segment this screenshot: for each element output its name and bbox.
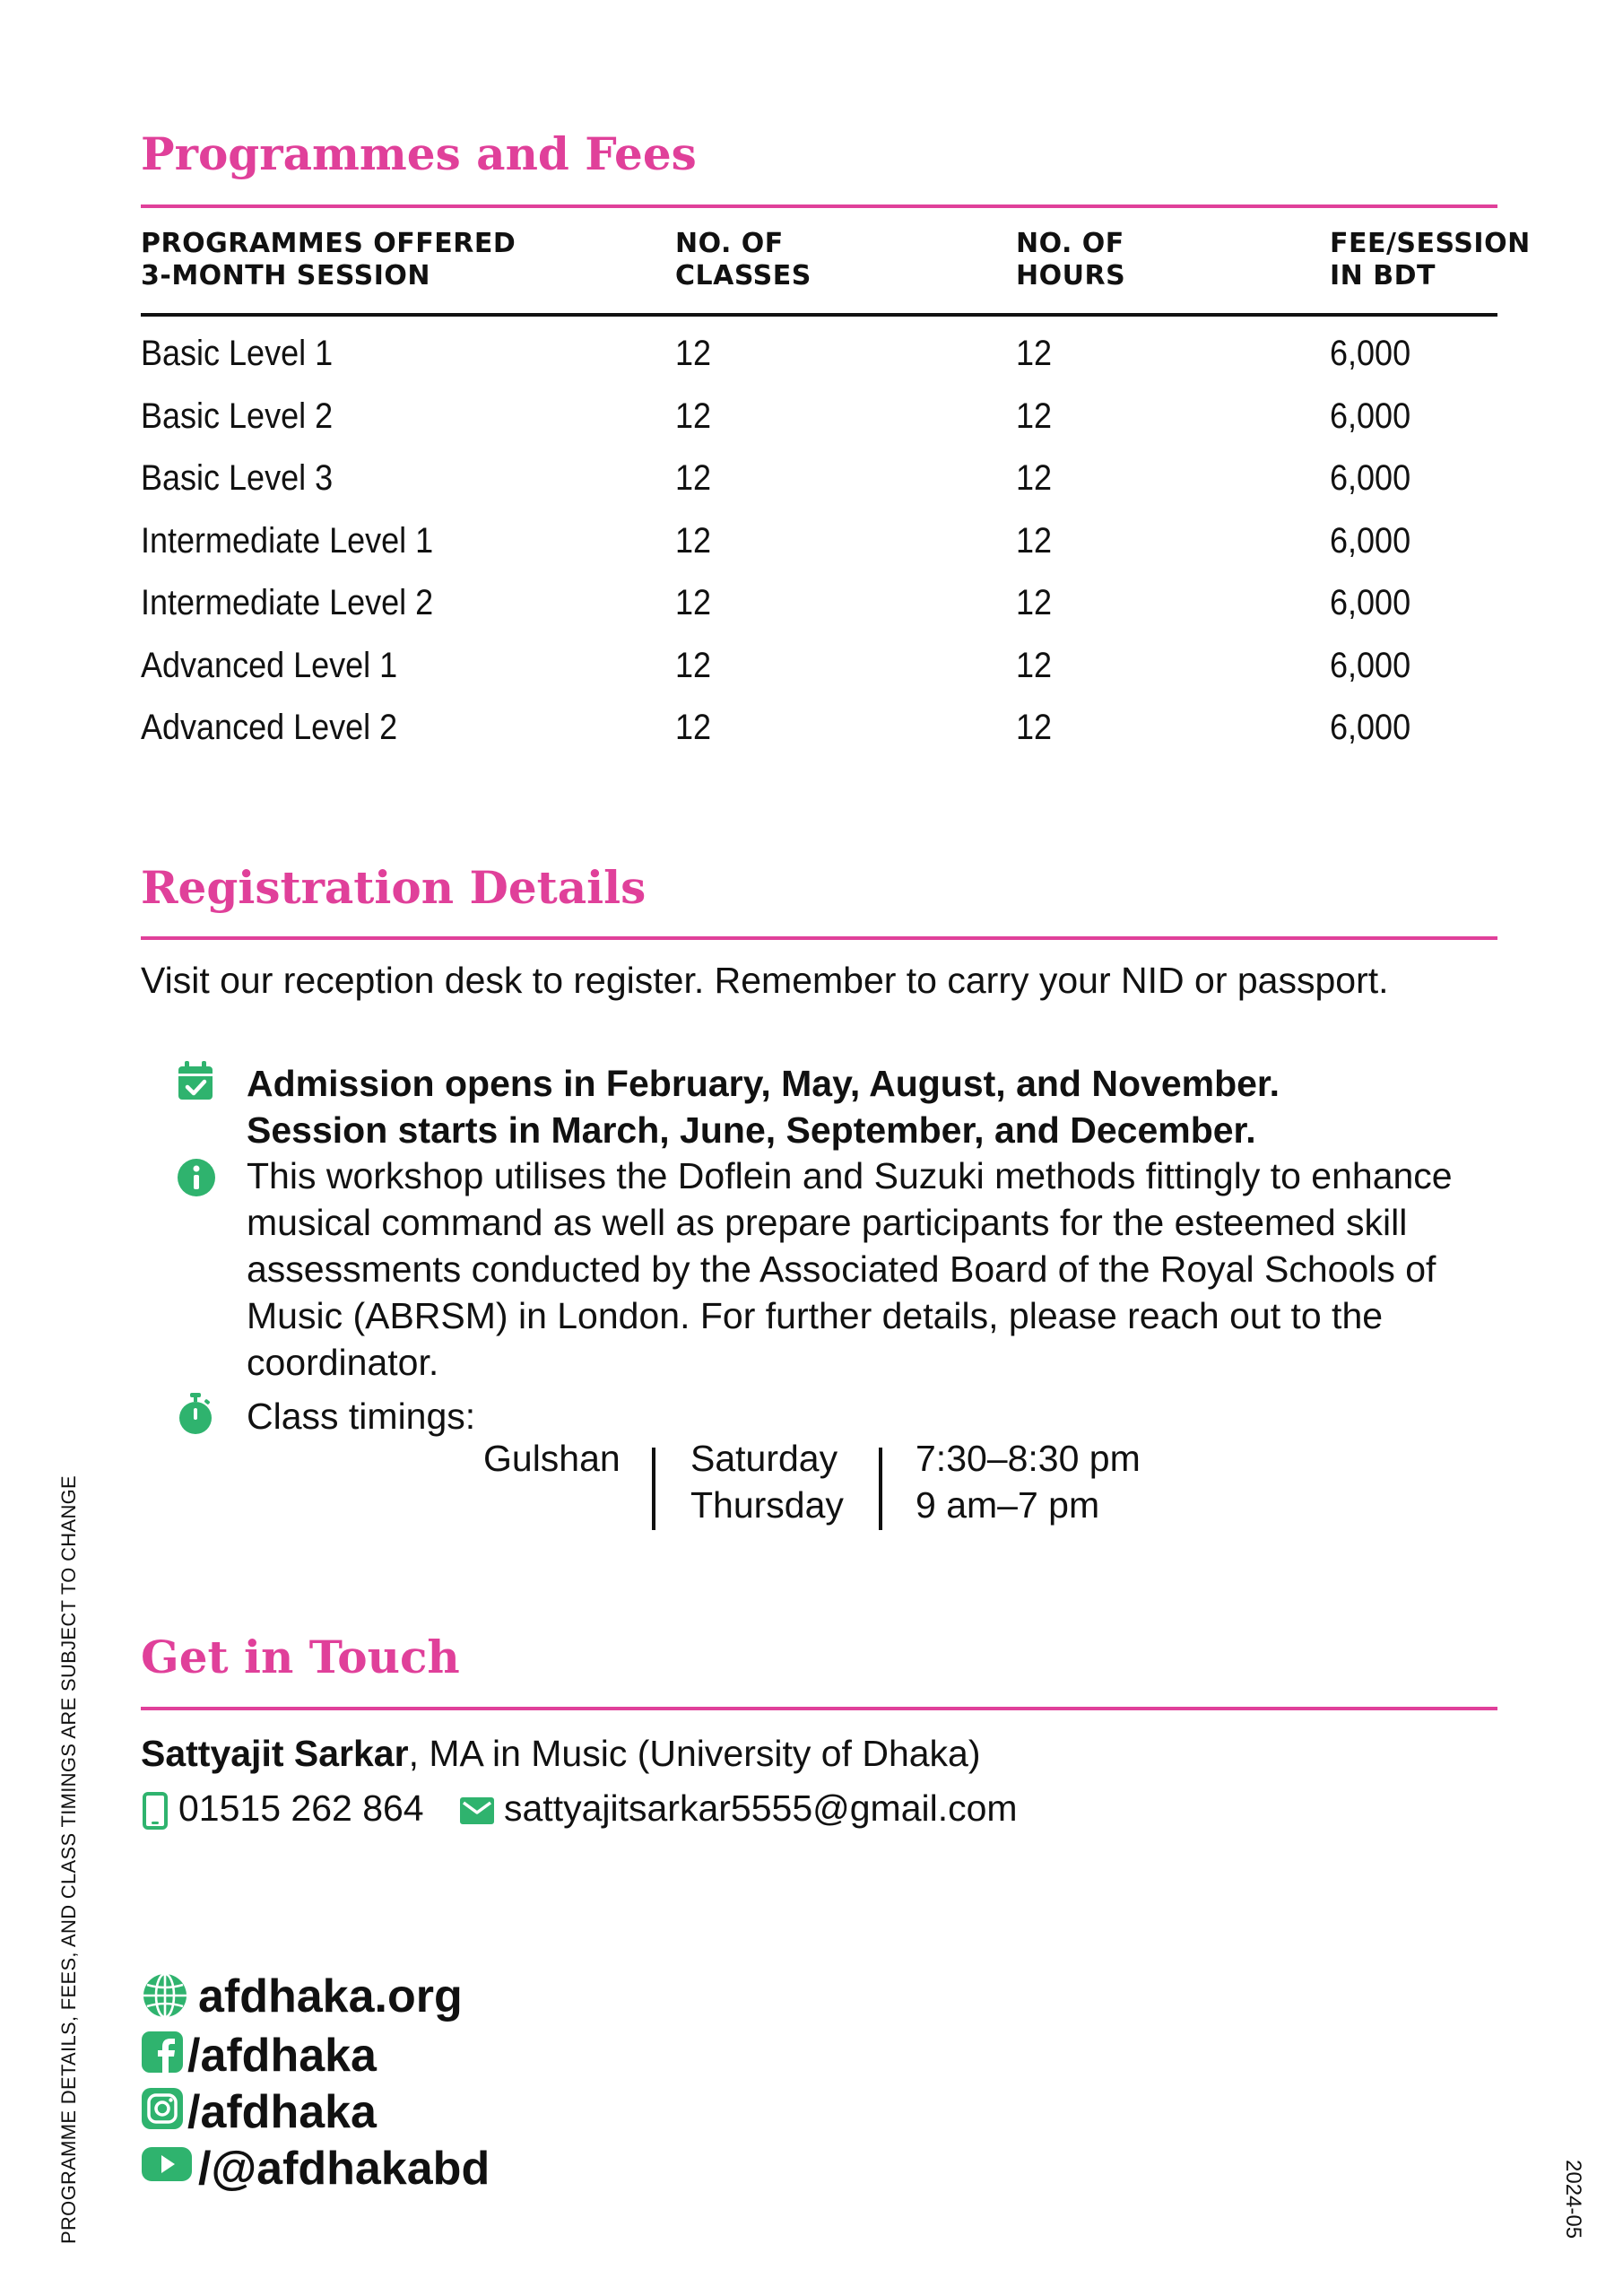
contact-credential: , MA in Music (University of Dhaka): [408, 1733, 981, 1774]
hours-count: 12: [1016, 520, 1053, 561]
facebook-icon: [141, 2031, 184, 2074]
admission-text: [247, 1060, 1280, 1153]
hours-count: 12: [1016, 458, 1053, 498]
classes-count: 12: [675, 520, 712, 561]
hours-count: 12: [1016, 334, 1053, 373]
instagram-icon: [141, 2087, 184, 2130]
table-row: [141, 646, 1497, 709]
info-line: assessments conducted by the Associated Board of the Royal Schools of: [247, 1248, 1436, 1290]
classes-count: 12: [675, 583, 712, 622]
timings-time: 7:30–8:30 pm: [916, 1438, 1141, 1479]
table-row: [141, 396, 1497, 459]
registration-title-rule: [141, 936, 1497, 940]
registration-title: Registration Details: [141, 861, 647, 914]
table-row: [141, 708, 1497, 770]
programme-name: Advanced Level 2: [141, 708, 398, 747]
registration-intro: Visit our reception desk to register. Remember to carry your NID or passport.: [141, 960, 1389, 1001]
table-header-rule: [141, 313, 1497, 317]
admission-line-2: Session starts in March, June, September, and December.: [247, 1109, 1256, 1151]
info-text: [247, 1152, 1453, 1386]
programme-name: Advanced Level 1: [141, 645, 398, 685]
table-row: [141, 334, 1497, 396]
hours-count: 12: [1016, 708, 1053, 747]
disclaimer-text: PROGRAMME DETAILS, FEES, AND CLASS TIMINGS ARE SUBJECT TO CHANGE: [57, 1474, 80, 2244]
classes-count: 12: [675, 458, 712, 498]
hours-count: 12: [1016, 645, 1053, 685]
website-text[interactable]: afdhaka.org: [198, 1970, 463, 2022]
fee-value: 6,000: [1330, 458, 1411, 498]
globe-icon: [141, 1971, 189, 2020]
contact-person: [141, 1733, 981, 1775]
timings-day: Thursday: [690, 1484, 844, 1526]
contact-phone[interactable]: 01515 262 864: [178, 1787, 424, 1829]
facebook-handle[interactable]: /afdhaka: [187, 2030, 377, 2082]
youtube-icon: [141, 2144, 193, 2185]
instagram-handle[interactable]: /afdhaka: [187, 2086, 377, 2138]
calendar-check-icon: [177, 1060, 214, 1101]
table-row: [141, 521, 1497, 584]
fee-value: 6,000: [1330, 645, 1411, 685]
classes-count: 12: [675, 708, 712, 747]
programme-name: Intermediate Level 1: [141, 520, 434, 561]
table-row: [141, 583, 1497, 646]
contact-name: Sattyajit Sarkar: [141, 1733, 409, 1774]
info-line: musical command as well as prepare participants for the esteemed skill: [247, 1202, 1408, 1243]
contact-title: Get in Touch: [141, 1631, 460, 1683]
info-line: This workshop utilises the Doflein and Suzuki methods fittingly to enhance: [247, 1155, 1453, 1196]
timings-day: Saturday: [690, 1438, 838, 1479]
programme-name: Intermediate Level 2: [141, 583, 434, 622]
header-classes: NO. OF CLASSES: [675, 228, 812, 291]
timings-times: [916, 1435, 1141, 1528]
programme-name: Basic Level 3: [141, 458, 334, 498]
classes-count: 12: [675, 334, 712, 373]
programme-name: Basic Level 2: [141, 396, 334, 436]
phone-icon: [143, 1792, 168, 1830]
header-programme: PROGRAMMES OFFERED 3-MONTH SESSION: [141, 228, 516, 291]
info-line: Music (ABRSM) in London. For further details, please reach out to the: [247, 1295, 1384, 1336]
timings-label: Class timings:: [247, 1396, 476, 1437]
timings-divider: [879, 1448, 882, 1530]
header-fee: FEE/SESSION IN BDT: [1330, 228, 1531, 291]
info-icon: [177, 1158, 216, 1197]
table-row: [141, 458, 1497, 521]
info-line: coordinator.: [247, 1342, 439, 1383]
timings-divider: [652, 1448, 655, 1530]
classes-count: 12: [675, 645, 712, 685]
hours-count: 12: [1016, 583, 1053, 622]
timings-location: Gulshan: [483, 1438, 621, 1479]
fee-value: 6,000: [1330, 396, 1411, 436]
stopwatch-icon: [177, 1393, 214, 1436]
contact-title-rule: [141, 1707, 1497, 1710]
fee-value: 6,000: [1330, 334, 1411, 373]
fee-value: 6,000: [1330, 708, 1411, 747]
admission-line-1: Admission opens in February, May, August, and November.: [247, 1063, 1280, 1104]
classes-count: 12: [675, 396, 712, 436]
programmes-title-rule: [141, 204, 1497, 208]
contact-email[interactable]: sattyajitsarkar5555@gmail.com: [504, 1787, 1018, 1829]
youtube-handle[interactable]: /@afdhakabd: [198, 2143, 490, 2195]
header-hours: NO. OF HOURS: [1016, 228, 1126, 291]
programme-name: Basic Level 1: [141, 334, 334, 373]
email-icon: [459, 1796, 495, 1825]
edition-code: 2024-05: [1561, 2160, 1585, 2239]
fee-value: 6,000: [1330, 583, 1411, 622]
fee-value: 6,000: [1330, 520, 1411, 561]
programmes-title: Programmes and Fees: [141, 127, 697, 180]
timings-days: [690, 1435, 844, 1528]
hours-count: 12: [1016, 396, 1053, 436]
fees-table-body: [141, 334, 1497, 770]
timings-time: 9 am–7 pm: [916, 1484, 1100, 1526]
